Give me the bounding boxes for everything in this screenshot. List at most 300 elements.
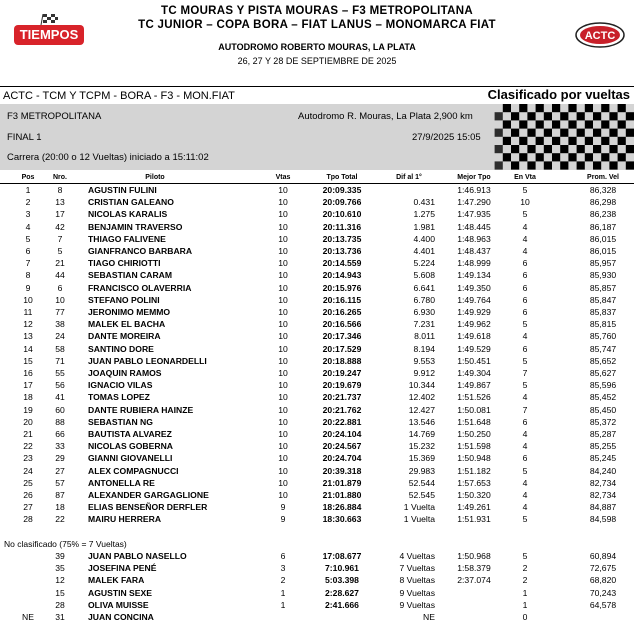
cell-total: 20:13.735 [322,233,362,244]
cell-total: 20:39.318 [322,465,362,476]
cell-en-vta: 6 [522,282,528,293]
cell-en-vta: 2 [522,575,528,586]
cell-piloto: ALEXANDER GARGAGLIONE [88,490,209,500]
checker-square [560,112,568,120]
cell-en-vta: 7 [522,404,528,415]
cell-dif: 13.546 [408,416,435,427]
cell-pos: 14 [23,343,33,354]
cell-piloto: JOSEFINA PENÉ [88,563,157,574]
checker-square [495,112,503,120]
col-piloto: Piloto [145,174,165,181]
cell-prom: 85,760 [589,331,617,342]
checker-square [519,104,527,112]
cell-prom: 85,957 [589,258,617,269]
table-row [0,368,634,380]
col-pos: Pos [21,174,35,181]
checker-square [527,112,535,120]
cell-vtas: 9 [280,514,286,525]
cell-nro: 41 [55,392,65,403]
series-label: ACTC - TCM Y TCPM - BORA - F3 - MON.FIAT [3,90,235,102]
cell-dif: 9.553 [413,355,435,366]
checker-square [552,104,560,112]
cell-nro: 71 [55,355,65,366]
checker-square [593,129,601,137]
table-row [0,417,634,429]
cell-mejor: 1:49.350 [457,282,491,293]
not-classified-title: No clasificado (75% = 7 Vueltas) [4,539,127,549]
cell-total: 20:18.888 [322,355,362,366]
cell-total: 2:28.627 [325,587,359,598]
cell-mejor: 1:50.250 [457,429,491,439]
checker-square [601,137,609,145]
checker-square [609,145,617,153]
cell-en-vta: 4 [522,233,528,244]
table-row [0,222,634,234]
checker-square [511,145,519,153]
cell-en-vta: 5 [522,551,528,561]
cell-mejor: 1:49.618 [457,331,491,342]
cell-dif: 12.402 [408,392,435,403]
cell-dif: 14.769 [408,429,435,439]
cell-total: 20:17.346 [322,331,362,342]
actc-logo-text: ACTC [584,30,616,42]
cell-pos: 18 [23,392,33,403]
checker-square [609,112,617,120]
checker-square [495,145,503,153]
cell-en-vta: 4 [522,221,528,232]
cell-en-vta: 6 [522,343,528,354]
cell-en-vta: 5 [522,209,528,220]
cell-en-vta: 5 [522,514,528,525]
cell-dif: 7 Vueltas [399,563,435,574]
cell-dif: 4 Vueltas [399,551,435,561]
cell-prom: 85,596 [589,380,617,391]
cell-piloto: JERONIMO MEMMO [88,307,171,317]
cell-total: 20:11.316 [322,221,362,232]
cell-mejor: 1:51.526 [457,392,491,403]
cell-dif: 9 Vueltas [399,599,435,610]
cell-en-vta: 6 [522,416,528,427]
cell-prom: 86,238 [589,209,617,220]
cell-nro: 12 [55,575,65,586]
table-row [0,283,634,295]
cell-vtas: 10 [278,392,288,403]
cell-vtas: 10 [278,246,288,256]
cell-nro: 7 [57,233,63,244]
cell-en-vta: 6 [522,270,528,281]
cell-prom: 72,675 [589,563,617,574]
checker-square [577,145,585,153]
cell-pos: 27 [23,502,33,513]
cell-en-vta: 7 [522,368,528,378]
cell-pos: 26 [23,490,33,500]
checker-square [560,161,568,169]
cell-vtas: 10 [278,258,288,269]
checker-square [577,112,585,120]
cell-mejor: 1:49.962 [457,319,491,330]
cell-vtas: 10 [278,490,288,500]
cell-piloto: GIANFRANCO BARBARA [88,246,193,256]
checker-square [536,104,544,112]
cell-total: 20:22.881 [322,416,362,427]
table-row [0,588,634,600]
table-row [0,344,634,356]
cell-dif: 4.400 [413,233,435,244]
cell-nro: 27 [55,465,65,476]
checker-square [536,153,544,161]
cell-dif: 9 Vueltas [399,587,435,598]
checker-square [626,161,634,169]
cell-total: 20:10.610 [322,209,362,220]
col-en-vta: En Vta [514,174,536,181]
cell-mejor: 1:47.290 [457,197,491,208]
cell-mejor: 1:50.320 [457,490,491,500]
cell-prom: 60,894 [589,551,617,561]
cell-mejor: 1:50.451 [457,355,491,366]
cell-piloto: NICOLAS GOBERNA [88,441,173,452]
cell-nro: 13 [55,197,65,208]
cell-en-vta: 1 [522,587,528,598]
checker-square [577,161,585,169]
col-vtas: Vtas [275,174,291,181]
cell-mejor: 1:48.999 [457,258,491,269]
cell-total: 18:30.663 [322,514,362,525]
cell-dif: 0.431 [413,197,435,208]
cell-piloto: MAIRU HERRERA [88,514,162,525]
table-row [0,380,634,392]
cell-en-vta: 4 [522,477,528,488]
cell-piloto: ANTONELLA RE [88,477,155,488]
event-subtitle: TC JUNIOR – COPA BORA – FIAT LANUS – MONOMARCA FIAT [138,19,496,31]
table-row [0,612,634,624]
cell-total: 20:17.529 [322,343,362,354]
cell-vtas: 10 [278,453,288,464]
cell-prom: 86,015 [589,233,617,244]
cell-nro: 60 [55,404,65,415]
table-row [0,429,634,441]
cell-mejor: 1:58.379 [457,563,491,574]
cell-mejor: 1:49.304 [457,368,491,378]
session-date: 27/9/2025 15:05 [412,132,481,143]
cell-prom: 70,243 [589,587,617,598]
cell-vtas: 10 [278,465,288,476]
cell-total: 18:26.884 [322,502,362,513]
cell-total: 20:21.762 [322,404,362,415]
cell-en-vta: 6 [522,453,528,464]
cell-dif: 8.194 [413,343,435,354]
title-bar [0,86,634,104]
cell-prom: 86,298 [589,197,617,208]
cell-vtas: 1 [280,587,286,598]
cell-total: 17:08.677 [322,551,362,561]
cell-total: 20:14.943 [322,270,362,281]
cell-vtas: 10 [278,209,288,220]
checker-square [511,161,519,169]
cell-en-vta: 6 [522,258,528,269]
table-row [0,209,634,221]
cell-en-vta: 4 [522,490,528,500]
checker-square [618,104,626,112]
cell-dif: 1 Vuelta [403,514,435,525]
checker-square [552,120,560,128]
table-row [0,490,634,502]
cell-piloto: BENJAMIN TRAVERSO [88,221,183,232]
checker-square [536,120,544,128]
cell-prom: 86,187 [589,221,617,232]
cell-pos: 11 [23,307,33,317]
cell-pos: 6 [25,246,31,256]
checker-square [585,104,593,112]
cell-prom: 85,255 [589,441,617,452]
checker-square [601,120,609,128]
cell-total: 21:01.880 [322,490,362,500]
cell-nro: 28 [55,599,65,610]
cell-dif: 7.231 [413,319,435,330]
cell-nro: 10 [55,294,65,305]
cell-nro: 31 [55,612,65,622]
cell-vtas: 10 [278,331,288,342]
cell-vtas: 10 [278,429,288,439]
cell-prom: 85,450 [589,404,617,415]
cell-piloto: ALEX COMPAGNUCCI [88,465,179,476]
checker-square [503,104,511,112]
cell-mejor: 1:51.182 [457,465,491,476]
cell-pos: 3 [25,209,31,220]
cell-vtas: 10 [278,294,288,305]
cell-prom: 84,598 [589,514,617,525]
checker-square [503,137,511,145]
cell-prom: 86,328 [589,185,617,195]
checker-square [609,161,617,169]
cell-pos: 24 [23,465,33,476]
cell-mejor: 1:46.913 [457,185,491,195]
cell-mejor: 1:47.935 [457,209,491,220]
checker-square [560,129,568,137]
checker-square [536,137,544,145]
cell-vtas: 10 [278,404,288,415]
cell-piloto: OLIVA MUISSE [88,599,149,610]
cell-vtas: 9 [280,502,286,513]
cell-mejor: 1:49.134 [457,270,491,281]
cell-dif: 5.608 [413,270,435,281]
cell-prom: 85,452 [589,392,617,403]
checker-square [585,137,593,145]
col-nro: Nro. [53,174,67,181]
cell-nro: 38 [55,319,65,330]
cell-en-vta: 1 [522,599,528,610]
cell-nro: 35 [55,563,65,574]
cell-nro: 33 [55,441,65,452]
table-row [0,319,634,331]
cell-prom: 85,627 [589,368,617,378]
checker-square [593,112,601,120]
cell-prom: 85,287 [589,429,617,439]
checker-square [552,137,560,145]
cell-vtas: 10 [278,416,288,427]
cell-pos: 7 [25,258,31,269]
checker-square [519,137,527,145]
cell-nro: 55 [55,368,65,378]
cell-en-vta: 10 [520,197,530,208]
checker-square [568,120,576,128]
cell-en-vta: 5 [522,465,528,476]
cell-piloto: JUAN CONCINA [88,612,154,622]
cell-pos: NE [22,612,34,622]
cell-prom: 85,837 [589,307,617,317]
cell-mejor: 1:49.529 [457,343,491,354]
col-mejor: Mejor Tpo [457,174,491,181]
cell-en-vta: 4 [522,392,528,403]
cell-dif: 4.401 [413,246,435,256]
cell-nro: 42 [55,221,65,232]
cell-prom: 85,245 [589,453,617,464]
cell-en-vta: 0 [522,612,528,622]
cell-prom: 68,820 [589,575,617,586]
checker-square [544,161,552,169]
cell-vtas: 6 [280,551,286,561]
cell-prom: 85,857 [589,282,617,293]
cell-nro: 56 [55,380,65,391]
table-row [0,441,634,453]
cell-pos: 20 [23,416,33,427]
checker-square [593,161,601,169]
cell-vtas: 3 [280,563,286,574]
table-row [0,563,634,575]
cell-nro: 5 [57,246,63,256]
checker-square [503,120,511,128]
cell-pos: 5 [25,233,31,244]
venue: AUTODROMO ROBERTO MOURAS, LA PLATA [218,42,416,52]
cell-pos: 12 [23,319,33,330]
cell-vtas: 10 [278,221,288,232]
table-row [0,514,634,526]
checker-square [585,120,593,128]
cell-pos: 2 [25,197,31,208]
cell-pos: 21 [23,429,33,439]
cell-piloto: STEFANO POLINI [88,294,160,305]
checker-square [544,112,552,120]
cell-piloto: AGUSTIN FULINI [88,185,157,195]
cell-dif: 52.545 [408,490,435,500]
cell-mejor: 1:50.948 [457,453,491,464]
cell-pos: 8 [25,270,31,281]
cell-dif: 1.275 [413,209,435,220]
cell-dif: 1.981 [413,221,435,232]
cell-mejor: 1:48.437 [457,246,491,256]
cell-en-vta: 6 [522,307,528,317]
cell-total: 20:09.766 [322,197,362,208]
cell-en-vta: 2 [522,563,528,574]
table-row [0,600,634,612]
cell-piloto: CRISTIAN GALEANO [88,197,174,208]
cell-total: 20:14.559 [322,258,362,269]
cell-pos: 10 [23,294,33,305]
cell-piloto: MALEK FARA [88,575,145,586]
table-row [0,246,634,258]
cell-en-vta: 4 [522,441,528,452]
cell-mejor: 1:48.963 [457,233,491,244]
table-row [0,405,634,417]
cell-total: 20:15.976 [322,282,362,293]
cell-nro: 88 [55,416,65,427]
table-row [0,392,634,404]
cell-pos: 17 [23,380,33,391]
checker-square [511,112,519,120]
cell-total: 2:41.666 [325,599,359,610]
cell-total: 20:21.737 [322,392,362,403]
cell-piloto: FRANCISCO OLAVERRIA [88,282,192,293]
cell-nro: 29 [55,453,65,464]
checker-square [618,120,626,128]
cell-vtas: 10 [278,197,288,208]
cell-mejor: 2:37.074 [457,575,491,586]
cell-en-vta: 4 [522,331,528,342]
cell-total: 20:16.566 [322,319,362,330]
cell-nro: 39 [55,551,65,561]
table-row [0,502,634,514]
table-row [0,478,634,490]
cell-nro: 24 [55,331,65,342]
cell-dif: 8 Vueltas [399,575,435,586]
cell-nro: 18 [55,502,65,513]
table-row [0,258,634,270]
checker-square [568,137,576,145]
cell-pos: 19 [23,404,33,415]
checker-square [601,104,609,112]
event-title: TC MOURAS Y PISTA MOURAS – F3 METROPOLITANA [161,5,473,17]
cell-piloto: JUAN PABLO NASELLO [88,551,187,561]
cell-total: 20:09.335 [322,185,362,195]
cell-vtas: 10 [278,441,288,452]
cell-en-vta: 4 [522,429,528,439]
cell-en-vta: 5 [522,185,528,195]
checker-square [577,129,585,137]
session-name: FINAL 1 [7,132,42,143]
cell-en-vta: 5 [522,355,528,366]
checker-square [609,129,617,137]
cell-dif: 8.011 [414,331,435,342]
cell-en-vta: 6 [522,294,528,305]
checker-square [618,153,626,161]
cell-prom: 85,847 [589,294,617,305]
cell-nro: 58 [55,343,65,354]
cell-pos: 23 [23,453,33,464]
table-row [0,270,634,282]
checker-square [552,153,560,161]
checker-square [544,145,552,153]
cell-prom: 85,815 [589,319,617,330]
cell-mejor: 1:49.764 [457,294,491,305]
checkered-flag-decoration [470,104,634,170]
cell-piloto: BAUTISTA ALVAREZ [88,429,172,439]
cell-dif: 1 Vuelta [403,502,435,513]
cell-prom: 85,652 [589,355,617,366]
cell-dif: 15.232 [408,441,435,452]
cell-piloto: NICOLAS KARALIS [88,209,168,220]
cell-mejor: 1:49.261 [457,502,491,513]
cell-nro: 15 [55,587,65,598]
cell-pos: 4 [25,221,31,232]
col-dif: Dif al 1° [396,174,422,181]
cell-mejor: 1:51.598 [457,441,491,452]
cell-mejor: 1:50.968 [457,551,491,561]
cell-vtas: 10 [278,185,288,195]
cell-total: 20:13.736 [322,246,362,256]
checker-square [503,153,511,161]
checker-square [495,129,503,137]
cell-dif: 6.641 [413,282,435,293]
cell-pos: 28 [23,514,33,525]
